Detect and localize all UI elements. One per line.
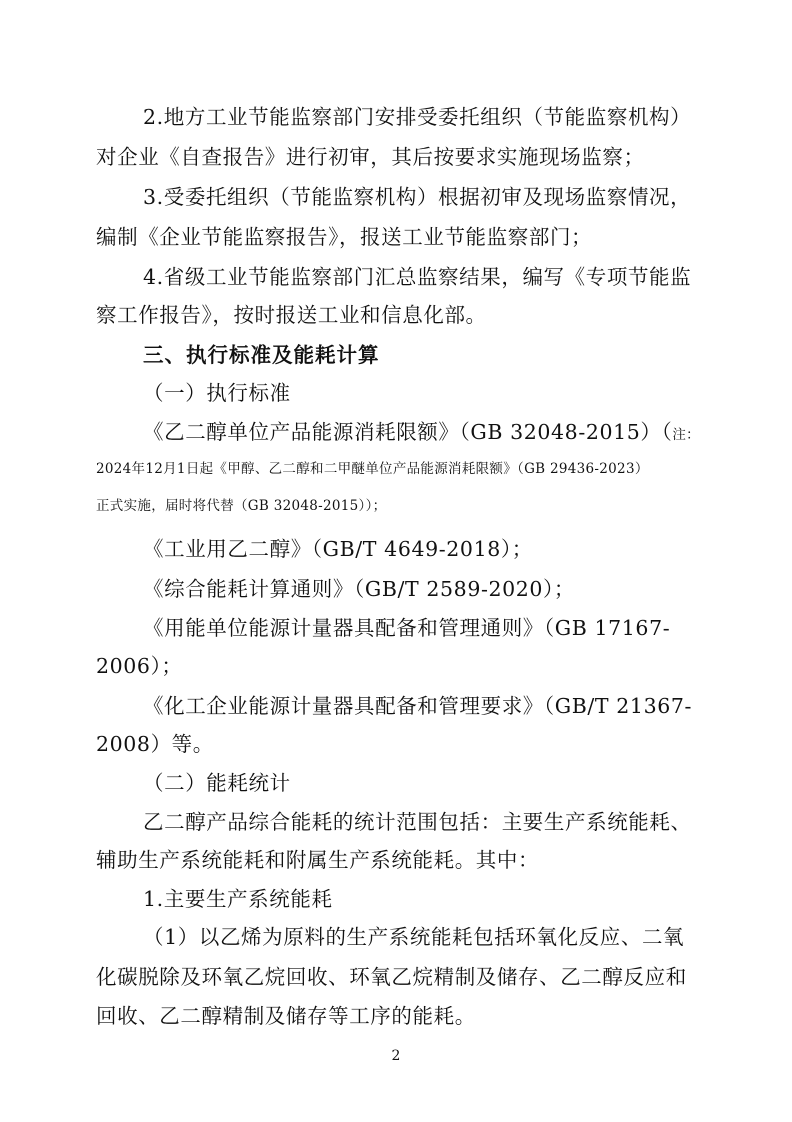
text-line: 《工业用乙二醇》（GB/T 4649-2018）； — [143, 537, 533, 561]
text-line — [143, 418, 700, 446]
text-line: 对企业《自查报告》进行初审，其后按要求实施现场监察； — [96, 145, 645, 169]
subsection-heading: （一）执行标准 — [143, 381, 291, 405]
text-line: 《化工企业能源计量器具配备和管理要求》（GB/T 21367- — [143, 694, 693, 718]
text-line: 编制《企业节能监察报告》，报送工业节能监察部门； — [96, 225, 593, 249]
text-line: 4.省级工业节能监察部门汇总监察结果，编写《专项节能监 — [143, 265, 692, 289]
text-line: 2008）等。 — [96, 732, 214, 756]
text-line: （1）以乙烯为原料的生产系统能耗包括环氧化反应、二氧 — [143, 925, 685, 949]
text-line: 2006）； — [96, 654, 183, 678]
text-line: 回收、乙二醇精制及储存等工序的能耗。 — [96, 1004, 476, 1028]
text-line: 《用能单位能源计量器具配备和管理通则》（GB 17167- — [143, 616, 671, 640]
text-line: 察工作报告》，按时报送工业和信息化部。 — [96, 303, 487, 327]
page-number: 2 — [391, 1048, 401, 1064]
text-line: 2.地方工业节能监察部门安排受委托组织（节能监察机构） — [143, 105, 692, 129]
note-line: 正式实施，届时将代替（GB 32048-2015））； — [96, 498, 387, 514]
text-line: 《综合能耗计算通则》（GB/T 2589-2020）； — [143, 577, 576, 601]
section-heading: 三、执行标准及能耗计算 — [143, 343, 380, 367]
text-line: 1.主要生产系统能耗 — [143, 887, 333, 911]
standard-reference: 《乙二醇单位产品能源消耗限额》（GB 32048-2015）（ — [143, 420, 673, 444]
note-line: 2024年12月1日起《甲醇、乙二醇和二甲醚单位产品能源消耗限额》（GB 29436-2023） — [96, 461, 649, 477]
text-line: 化碳脱除及环氧乙烷回收、环氧乙烷精制及储存、乙二醇反应和 — [96, 965, 687, 989]
text-line: 乙二醇产品综合能耗的统计范围包括：主要生产系统能耗、 — [143, 810, 692, 834]
subsection-heading: （二）能耗统计 — [143, 771, 291, 795]
note-label: 注： — [672, 427, 700, 443]
text-line: 辅助生产系统能耗和附属生产系统能耗。其中： — [96, 848, 540, 872]
text-line: 3.受委托组织（节能监察机构）根据初审及现场监察情况， — [143, 185, 692, 209]
